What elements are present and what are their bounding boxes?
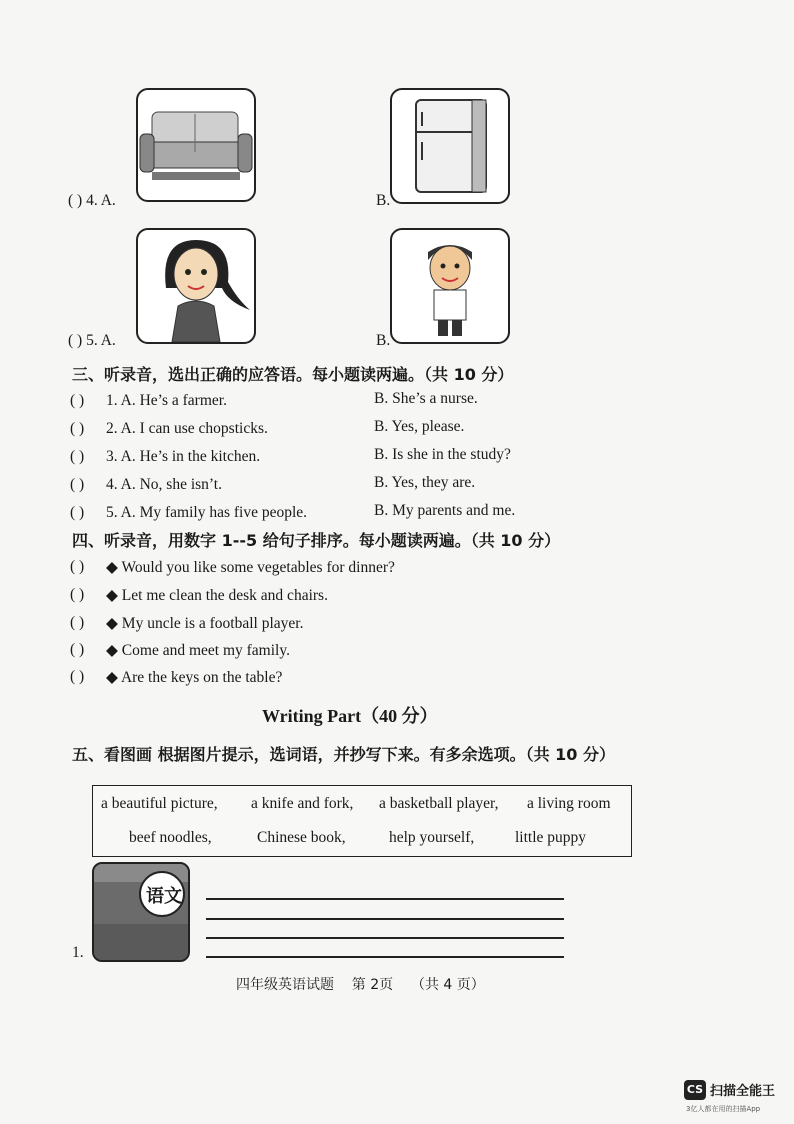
s3-paren-1[interactable]: ( ) xyxy=(70,392,85,409)
sofa-icon xyxy=(138,90,254,200)
page-footer: 四年级英语试题 第 2页 （共 4 页） xyxy=(236,977,485,993)
s4-sentence-3: ◆ My uncle is a football player. xyxy=(106,615,304,632)
word-option-6: Chinese book, xyxy=(257,829,346,846)
word-option-3: a basketball player, xyxy=(379,795,499,812)
word-option-5: beef noodles, xyxy=(129,829,212,846)
s4-paren-3[interactable]: ( ) xyxy=(70,614,85,631)
s4-sentence-2: ◆ Let me clean the desk and chairs. xyxy=(106,587,328,604)
word-option-1: a beautiful picture, xyxy=(101,795,218,812)
word-option-8: little puppy xyxy=(515,829,587,846)
q4-b-label: B. xyxy=(376,192,391,209)
brand-name: 扫描全能王 xyxy=(710,1084,776,1099)
q4-label: ( ) 4. A. xyxy=(68,192,116,209)
s3-option-a-3: 3. A. He’s in the kitchen. xyxy=(106,448,261,465)
s4-paren-2[interactable]: ( ) xyxy=(70,586,85,603)
s4-sentence-4: ◆ Come and meet my family. xyxy=(106,642,290,659)
girl-picture xyxy=(136,228,256,344)
writing-line-3[interactable] xyxy=(206,937,564,939)
fridge-icon xyxy=(392,90,508,202)
boy-picture xyxy=(390,228,510,344)
writing-line-2[interactable] xyxy=(206,918,564,920)
book-cover-text: 语文 xyxy=(146,886,182,907)
s3-option-a-1: 1. A. He’s a farmer. xyxy=(106,392,227,409)
s4-sentence-1: ◆ Would you like some vegetables for dinner? xyxy=(106,559,395,576)
s3-option-a-2: 2. A. I can use chopsticks. xyxy=(106,420,268,437)
s4-sentence-5: ◆ Are the keys on the table? xyxy=(106,669,283,686)
writing-line-1[interactable] xyxy=(206,898,564,900)
s3-option-b-1: B. She’s a nurse. xyxy=(374,390,478,407)
word-option-7: help yourself, xyxy=(389,829,475,846)
chinese-book-picture xyxy=(92,862,190,962)
q5-label: ( ) 5. A. xyxy=(68,332,116,349)
s3-paren-2[interactable]: ( ) xyxy=(70,420,85,437)
s4-paren-1[interactable]: ( ) xyxy=(70,558,85,575)
section4-heading: 四、听录音，用数字 1--5 给句子排序。每小题读两遍。（共 10 分） xyxy=(72,531,561,550)
s4-paren-4[interactable]: ( ) xyxy=(70,641,85,658)
s3-option-b-4: B. Yes, they are. xyxy=(374,474,476,491)
brand-tagline: 3亿人都在用的扫描App xyxy=(686,1105,761,1113)
camscanner-watermark xyxy=(684,1076,784,1116)
s3-option-b-2: B. Yes, please. xyxy=(374,418,465,435)
s4-paren-5[interactable]: ( ) xyxy=(70,668,85,685)
section5-heading: 五、看图画 根据图片提示，选词语，并抄写下来。有多余选项。（共 10 分） xyxy=(72,745,615,764)
s3-paren-4[interactable]: ( ) xyxy=(70,476,85,493)
word-bank xyxy=(92,785,632,857)
s3-paren-3[interactable]: ( ) xyxy=(70,448,85,465)
word-option-4: a living room xyxy=(527,795,611,812)
section3-heading: 三、听录音，选出正确的应答语。每小题读两遍。（共 10 分） xyxy=(72,365,514,384)
s3-option-b-5: B. My parents and me. xyxy=(374,502,516,519)
fridge-picture xyxy=(390,88,510,204)
boy-icon xyxy=(392,230,508,342)
word-option-2: a knife and fork, xyxy=(251,795,354,812)
book-icon xyxy=(94,864,188,960)
writing-line-4[interactable] xyxy=(206,956,564,958)
camscanner-logo-icon: CS xyxy=(684,1080,706,1100)
s3-option-a-5: 5. A. My family has five people. xyxy=(106,504,308,521)
s3-paren-5[interactable]: ( ) xyxy=(70,504,85,521)
q1-label: 1. xyxy=(72,944,84,961)
s3-option-b-3: B. Is she in the study? xyxy=(374,446,511,463)
q5-b-label: B. xyxy=(376,332,391,349)
writing-part-title: Writing Part（40 分） xyxy=(262,706,438,726)
sofa-picture xyxy=(136,88,256,202)
girl-icon xyxy=(138,230,254,342)
s3-option-a-4: 4. A. No, she isn’t. xyxy=(106,476,222,493)
